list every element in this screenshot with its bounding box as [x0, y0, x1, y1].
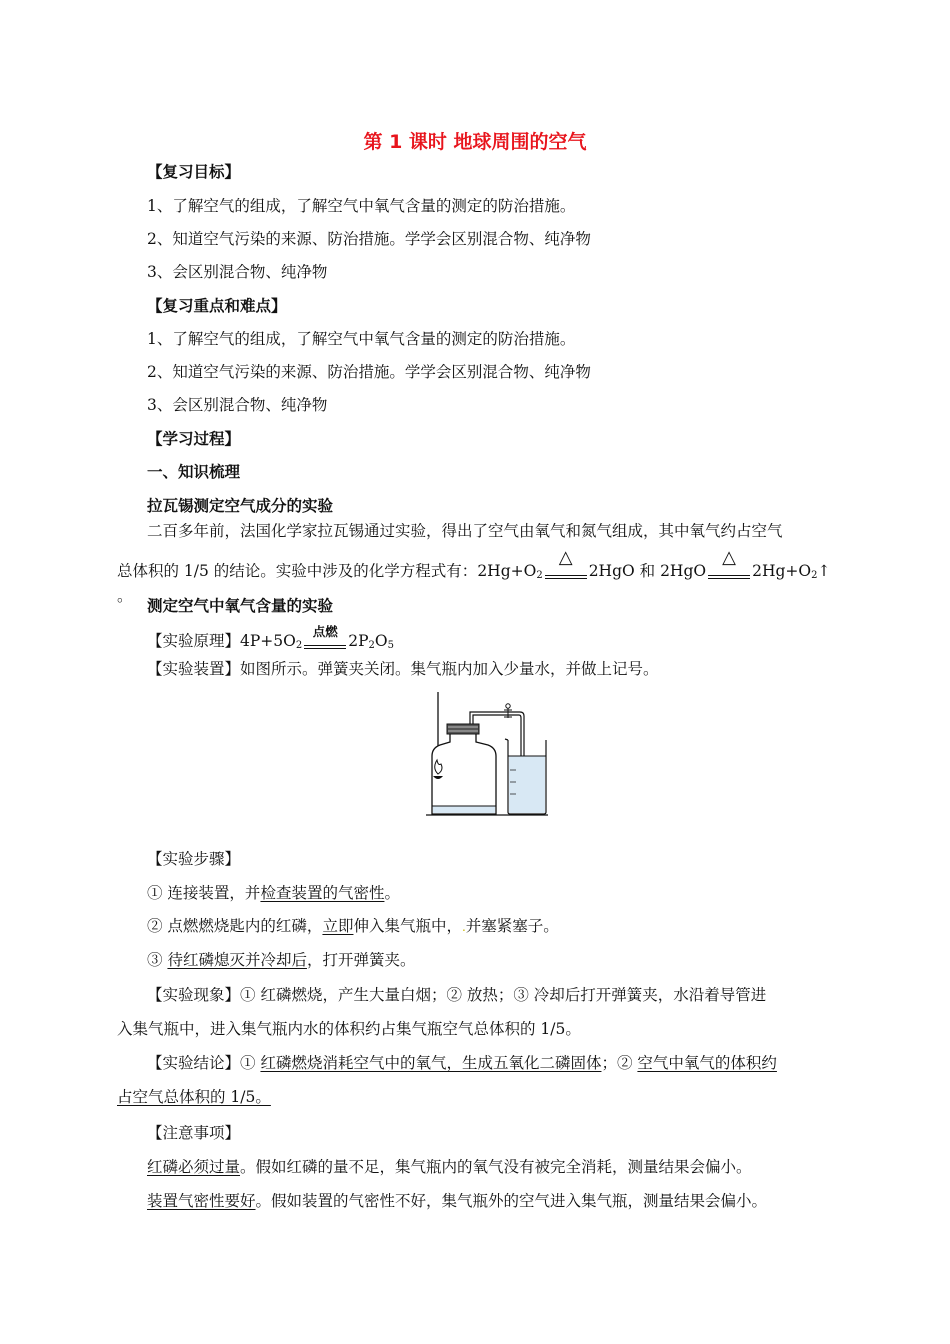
page-title: 第 1 课时 地球周围的空气 — [363, 131, 587, 153]
heat-symbol: △ — [558, 547, 573, 568]
conclusion-mid: ；② — [601, 1054, 638, 1072]
step-3-underlined: 待红磷熄灭并冷却后 — [167, 951, 307, 969]
eq2-left: 2HgO — [660, 562, 707, 580]
note-2-underlined: 装置气密性要好 — [147, 1192, 256, 1210]
heat-symbol-2: △ — [722, 547, 736, 568]
eq2-tail: ↑ 。 — [117, 562, 831, 605]
principle-left: 4P+5O — [240, 632, 296, 650]
step-2-underlined: 立即 — [322, 917, 354, 935]
steps-label: 【实验步骤】 — [147, 850, 241, 868]
eq2-sub: 2 — [811, 570, 818, 581]
step-1 — [147, 883, 400, 903]
apparatus-line — [147, 659, 659, 679]
section-knowledge: 一、知识梳理 — [147, 462, 241, 481]
note-1 — [147, 1157, 752, 1177]
principle-condition — [302, 624, 348, 656]
key-point-2: 2、知道空气污染的来源、防治措施。学学会区别混合物、纯净物 — [147, 363, 591, 381]
conclusion-c1: ① — [240, 1054, 261, 1072]
principle-right-b: O — [374, 632, 388, 650]
step-3-post: ，打开弹簧夹。 — [306, 951, 416, 969]
phenomenon-line-1 — [117, 985, 837, 1005]
notes-label: 【注意事项】 — [147, 1124, 241, 1142]
phenomenon-text-1: ① 红磷燃烧，产生大量白烟；② 放热；③ 冷却后打开弹簧夹，水沿着导管进 — [240, 986, 767, 1004]
key-point-1: 1、了解空气的组成，了解空气中氧气含量的测定的防治措施。 — [147, 330, 576, 348]
conclusion-underlined-1: 红磷燃烧消耗空气中的氧气，生成五氧化二磷固体 — [260, 1054, 602, 1072]
process-heading: 【学习过程】 — [147, 429, 241, 448]
principle-sub-2: 5 — [387, 640, 395, 651]
key-points-heading: 【复习重点和难点】 — [147, 296, 287, 315]
apparatus-label: 【实验装置】 — [147, 660, 241, 678]
note-2 — [147, 1191, 767, 1211]
principle-right-a: 2P — [348, 632, 369, 650]
conclusion-line-1 — [117, 1053, 837, 1073]
conclusion-underlined-2: 空气中氧气的体积约 — [637, 1054, 777, 1072]
conclusion-line-2 — [117, 1087, 837, 1107]
eq1-left: 2Hg+O — [477, 562, 537, 580]
note-2-text: 。假如装置的气密性不好，集气瓶外的空气进入集气瓶，测量结果会偏小。 — [255, 1192, 768, 1210]
note-1-text: 。假如红磷的量不足，集气瓶内的氧气没有被完全消耗，测量结果会偏小。 — [240, 1158, 752, 1176]
lavoisier-heading: 拉瓦锡测定空气成分的实验 — [147, 496, 334, 515]
eq2-condition — [706, 547, 752, 586]
step-1-pre: ① 连接装置，并 — [147, 884, 261, 902]
principle-label: 【实验原理】 — [147, 632, 241, 650]
step-1-post: 。 — [384, 884, 400, 902]
lavoisier-line-2-text: 总体积的 1/5 的结论。实验中涉及的化学方程式有： — [117, 562, 478, 580]
principle-line — [147, 624, 395, 656]
principle-sub: 2 — [295, 640, 303, 651]
note-1-underlined: 红磷必须过量 — [147, 1158, 241, 1176]
step-2-post: 伸入集气瓶中， — [353, 917, 462, 935]
review-goals-heading: 【复习目标】 — [147, 162, 241, 181]
step-3-pre: ③ — [147, 951, 168, 969]
conclusion-label: 【实验结论】 — [147, 1054, 241, 1072]
connector: 和 — [634, 562, 661, 580]
apparatus-diagram — [420, 690, 550, 820]
phenomenon-line-2: 入集气瓶中，进入集气瓶内水的体积约占集气瓶空气总体积的 1/5。 — [117, 1020, 581, 1038]
step-2-pre: ② 点燃燃烧匙内的红磷， — [147, 917, 323, 935]
review-goal-3: 3、会区别混合物、纯净物 — [147, 263, 328, 281]
oxygen-heading: 测定空气中氧气含量的实验 — [147, 596, 334, 615]
step-1-underlined: 检查装置的气密性 — [260, 884, 385, 902]
eq1-sub: 2 — [536, 570, 543, 581]
step-2-dot: . — [461, 920, 466, 934]
step-3 — [147, 950, 415, 970]
lavoisier-line-1: 二百多年前，法国化学家拉瓦锡通过实验，得出了空气由氧气和氮气组成，其中氧气约占空气 — [147, 522, 783, 540]
eq1-condition — [543, 547, 589, 586]
eq2-right: 2Hg+O — [752, 562, 812, 580]
review-goal-1: 1、了解空气的组成，了解空气中氧气含量的测定的防治措施。 — [147, 197, 576, 215]
eq1-right: 2HgO — [588, 562, 635, 580]
step-2-end: 并塞紧塞子。 — [465, 917, 559, 935]
apparatus-text: 如图所示。弹簧夹关闭。集气瓶内加入少量水，并做上记号。 — [240, 660, 659, 678]
ignite-label: 点燃 — [312, 624, 338, 639]
phenomenon-label: 【实验现象】 — [147, 986, 241, 1004]
conclusion-underlined-3: 占空气总体积的 1/5。 — [117, 1088, 271, 1106]
key-point-3: 3、会区别混合物、纯净物 — [147, 396, 328, 414]
step-2 — [147, 916, 559, 937]
principle-sub-1: 2 — [368, 640, 375, 651]
review-goal-2: 2、知道空气污染的来源、防治措施。学学会区别混合物、纯净物 — [147, 230, 591, 248]
